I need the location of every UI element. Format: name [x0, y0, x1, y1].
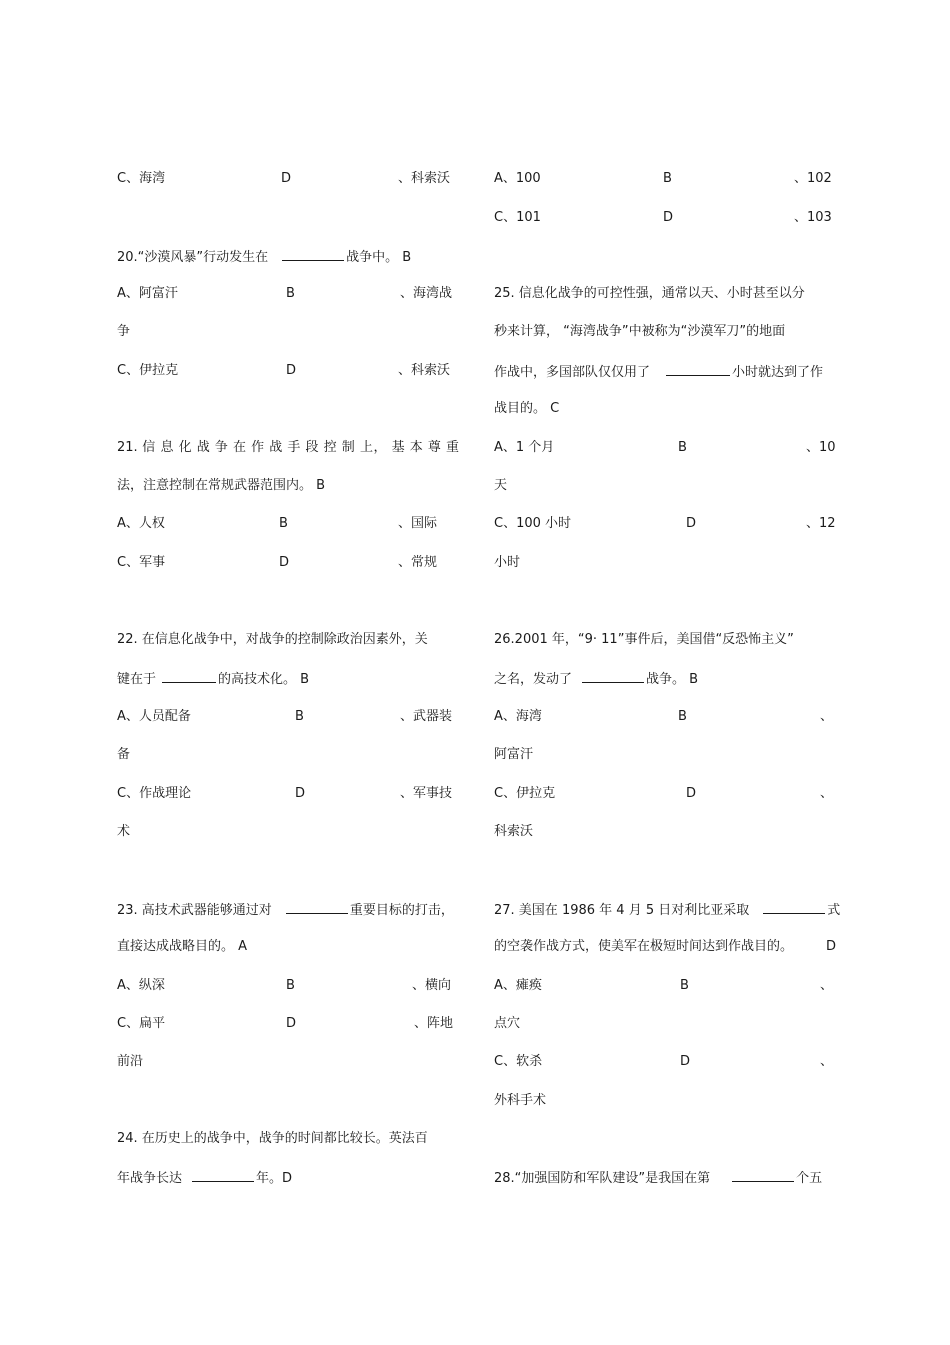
q20-stem: 20.“沙漠风暴”行动发生在 战争中。 B: [117, 250, 412, 265]
q27-option-d-wrap: 外科手术: [494, 1093, 547, 1108]
q26-option-a: A、海湾: [494, 709, 542, 724]
q21-option-c: C、军事: [117, 555, 166, 570]
q23-option-d: 、阵地: [414, 1016, 454, 1031]
q23-stem-line1: 23. 高技术武器能够通过对 重要目标的打击，: [117, 903, 454, 918]
answer-blank: [582, 670, 644, 683]
q23-option-b: 、横向: [412, 978, 452, 993]
q26-stem-line1: 26.2001 年，“9· 11”事件后，美国借“反恐怖主义”: [494, 632, 794, 647]
q26-stem-line2: 之名，发动了 战争。 B: [494, 672, 699, 687]
q22-stem-line2: 键在于 的高技术化。 B: [117, 672, 310, 687]
q22-option-d-label: D: [295, 786, 306, 801]
q27-option-d: 、: [820, 1054, 834, 1069]
q27-stem-line2: 的空袭作战方式，使美军在极短时间达到作战目的。: [494, 939, 794, 954]
q24-option-d-label: D: [663, 210, 674, 225]
q22-option-a: A、人员配备: [117, 709, 191, 724]
answer-blank: [192, 1169, 254, 1182]
q22-option-d-wrap: 术: [117, 824, 131, 839]
q25-stem-line2: 秒来计算， “海湾战争”中被称为“沙漠军刀”的地面: [494, 324, 786, 339]
q23-option-b-label: B: [286, 978, 295, 993]
q25-option-b: 、10: [806, 440, 836, 455]
q22-option-d: 、军事技: [400, 786, 453, 801]
q24-option-a: A、100: [494, 171, 541, 186]
q24-option-b-label: B: [663, 171, 672, 186]
q26-option-b: 、: [820, 709, 834, 724]
q23-option-a: A、纵深: [117, 978, 165, 993]
q22-option-c: C、作战理论: [117, 786, 192, 801]
q27-option-b: 、: [820, 978, 834, 993]
q19-option-d: 、科索沃: [398, 171, 451, 186]
q24-option-b: 、102: [794, 171, 832, 186]
q25-option-c: C、100 小时: [494, 516, 572, 531]
q26-option-d-label: D: [686, 786, 697, 801]
answer-blank: [282, 248, 344, 261]
q27-option-d-label: D: [680, 1054, 691, 1069]
q28-stem-line1: 28.“加强国防和军队建设”是我国在第 个五: [494, 1171, 823, 1186]
answer-blank: [286, 901, 348, 914]
q21-option-a: A、人权: [117, 516, 165, 531]
q27-answer: D: [826, 939, 837, 954]
q22-stem-line1: 22. 在信息化战争中，对战争的控制除政治因素外，关: [117, 632, 428, 647]
q25-stem-line4: 战目的。 C: [494, 401, 560, 416]
q25-option-d-wrap: 小时: [494, 555, 521, 570]
q27-option-a: A、瘫痪: [494, 978, 542, 993]
q20-option-a: A、阿富汗: [117, 286, 178, 301]
q25-option-d-label: D: [686, 516, 697, 531]
q23-option-d-label: D: [286, 1016, 297, 1031]
q25-option-b-label: B: [678, 440, 687, 455]
q26-option-b-label: B: [678, 709, 687, 724]
q24-stem-line1: 24. 在历史上的战争中，战争的时间都比较长。英法百: [117, 1131, 428, 1146]
q26-option-d-wrap: 科索沃: [494, 824, 534, 839]
q20-option-c: C、伊拉克: [117, 363, 179, 378]
q21-stem-line2: 法，注意控制在常规武器范围内。 B: [117, 478, 326, 493]
q27-option-b-wrap: 点穴: [494, 1016, 521, 1031]
q24-stem-line2: 年战争长达 年。D: [117, 1171, 293, 1186]
q23-option-c: C、扁平: [117, 1016, 166, 1031]
answer-blank: [732, 1169, 794, 1182]
q20-option-b: 、海湾战: [400, 286, 453, 301]
q26-option-c: C、伊拉克: [494, 786, 556, 801]
answer-blank: [763, 901, 825, 914]
q20-option-b-wrap: 争: [117, 324, 131, 339]
q21-option-d-label: D: [279, 555, 290, 570]
q20-option-d: 、科索沃: [398, 363, 451, 378]
q21-option-b-label: B: [279, 516, 288, 531]
q20-option-d-label: D: [286, 363, 297, 378]
q22-option-b-wrap: 备: [117, 747, 131, 762]
q21-option-b: 、国际: [398, 516, 438, 531]
q25-stem-line1: 25. 信息化战争的可控性强，通常以天、小时甚至以分: [494, 286, 805, 301]
q27-option-c: C、软杀: [494, 1054, 543, 1069]
q27-stem-line1: 27. 美国在 1986 年 4 月 5 日对利比亚采取 式: [494, 903, 841, 918]
q19-option-d-label: D: [281, 171, 292, 186]
q23-stem-line2: 直接达成战略目的。 A: [117, 939, 248, 954]
q26-option-d: 、: [820, 786, 834, 801]
q19-option-c: C、海湾: [117, 171, 166, 186]
q22-option-b-label: B: [295, 709, 304, 724]
q24-option-c: C、101: [494, 210, 541, 225]
q25-option-b-wrap: 天: [494, 478, 508, 493]
q26-option-b-wrap: 阿富汗: [494, 747, 534, 762]
q20-option-b-label: B: [286, 286, 295, 301]
q22-option-b: 、武器装: [400, 709, 453, 724]
q21-stem-line1: 21. 信 息 化 战 争 在 作 战 手 段 控 制 上， 基 本 尊 重: [117, 440, 459, 455]
answer-blank: [162, 670, 216, 683]
q25-option-d: 、12: [806, 516, 836, 531]
q27-option-b-label: B: [680, 978, 689, 993]
q25-stem-line3: 作战中，多国部队仅仅用了 小时就达到了作: [494, 365, 824, 380]
q21-option-d: 、常规: [398, 555, 438, 570]
answer-blank: [666, 363, 730, 376]
q25-option-a: A、1 个月: [494, 440, 555, 455]
q23-option-d-wrap: 前沿: [117, 1054, 144, 1069]
q24-option-d: 、103: [794, 210, 832, 225]
